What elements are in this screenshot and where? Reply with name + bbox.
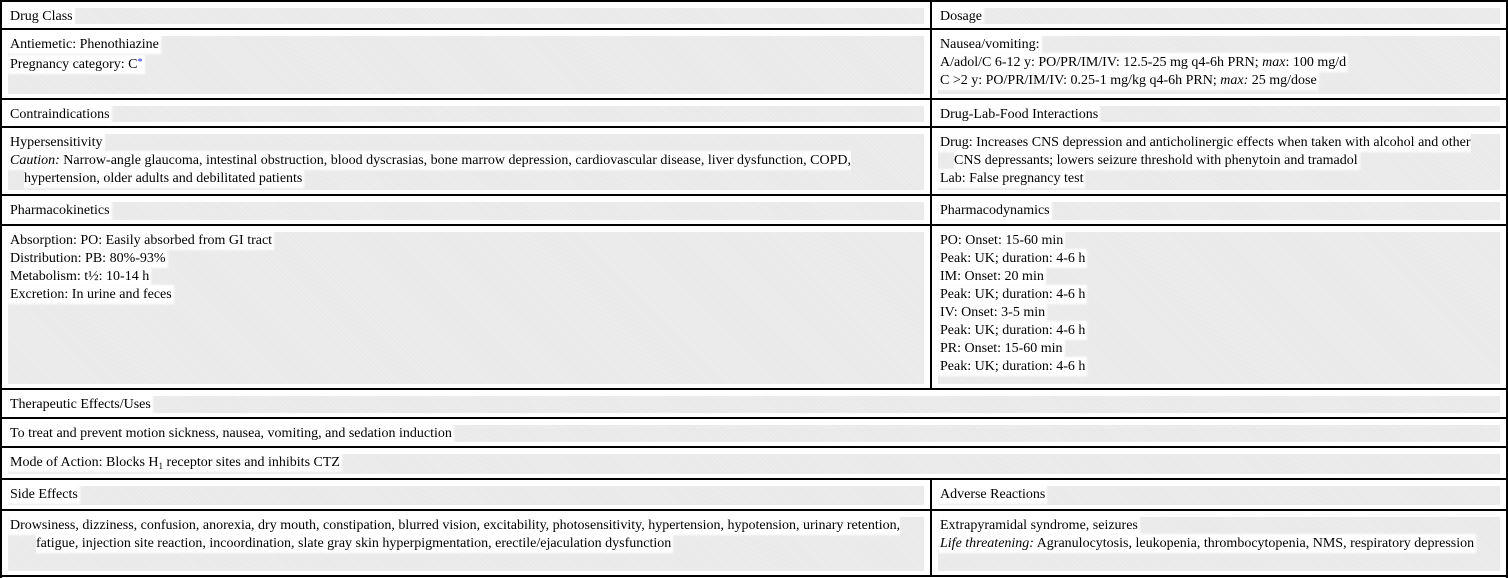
- therapeutic-text: To treat and prevent motion sickness, nausea, vomiting, and sedation induction: [10, 426, 452, 441]
- interactions-header-cell: [932, 100, 1506, 126]
- iv-peak: Peak: UK; duration: 4-6 h: [940, 323, 1086, 338]
- pharmacokinetics-content-cell: [2, 226, 932, 388]
- im-onset: IM: Onset: 20 min: [940, 269, 1044, 284]
- side-effects-header-cell: [2, 480, 932, 509]
- row-drug-class-dosage-header: [2, 0, 1506, 28]
- row-pharmaco-header: [2, 194, 1506, 224]
- therapeutic-content-cell: [2, 419, 1506, 446]
- dosage-content-cell: [932, 30, 1506, 98]
- drug-class-header: Drug Class: [10, 9, 73, 24]
- pharmacodynamics-content-cell: [932, 226, 1506, 388]
- mode-of-action-text: Mode of Action: Blocks H: [10, 455, 159, 470]
- row-drug-class-dosage-content: [2, 28, 1506, 98]
- metabolism: Metabolism: t½: 10-14 h: [10, 269, 150, 284]
- adverse-common: Extrapyramidal syndrome, seizures: [940, 518, 1138, 533]
- side-effects-text: Drowsiness, dizziness, confusion, anorexia, dry mouth, constipation, blurred vision, excitability, photosensitivity, hypertension, hypotension, urinary retention, fatigue, injection site reaction, incoordination, slate gray skin hyperpigmentation, erectile/ejaculation dysfunction: [10, 518, 901, 551]
- row-therapeutic-content: [2, 417, 1506, 446]
- row-pharmaco-content: [2, 224, 1506, 388]
- caution-text: Narrow-angle glaucoma, intestinal obstruction, blood dyscrasias, bone marrow depression, cardiovascular disease, liver dysfunction, COPD, hypertension, older adults and debilitated patients: [24, 153, 851, 186]
- contraindication-hypersensitivity: Hypersensitivity: [10, 135, 103, 150]
- drug-class-text: Antiemetic: Phenothiazine: [10, 37, 159, 52]
- row-mode-of-action: [2, 446, 1506, 478]
- adverse-header: Adverse Reactions: [940, 487, 1046, 502]
- pharmacodynamics-header: Pharmacodynamics: [940, 203, 1050, 218]
- contraindications-header-cell: [2, 100, 932, 126]
- adverse-content-cell: [932, 511, 1506, 575]
- distribution: Distribution: PB: 80%-93%: [10, 251, 166, 266]
- pharmacokinetics-header-cell: [2, 196, 932, 224]
- dosage-header: Dosage: [940, 9, 982, 24]
- row-side-effects-content: [2, 509, 1506, 575]
- dosage-adult-max-label: max: [1262, 55, 1286, 70]
- lab-interactions: Lab: False pregnancy test: [940, 171, 1084, 186]
- interactions-header: Drug-Lab-Food Interactions: [940, 107, 1099, 122]
- h1-subscript: 1: [158, 461, 164, 471]
- iv-onset: IV: Onset: 3-5 min: [940, 305, 1046, 320]
- pr-peak: Peak: UK; duration: 4-6 h: [940, 359, 1086, 374]
- dosage-child-max-label: max:: [1220, 73, 1249, 88]
- adverse-header-cell: [932, 480, 1506, 509]
- row-side-effects-header: [2, 478, 1506, 509]
- dosage-child-max: 25 mg/dose: [1248, 73, 1317, 88]
- interactions-content-cell: [932, 128, 1506, 194]
- dosage-header-cell: [932, 2, 1506, 28]
- contraindications-header: Contraindications: [10, 107, 110, 122]
- im-peak: Peak: UK; duration: 4-6 h: [940, 287, 1086, 302]
- therapeutic-header: Therapeutic Effects/Uses: [10, 397, 151, 412]
- excretion: Excretion: In urine and feces: [10, 287, 172, 302]
- side-effects-content-cell: [2, 511, 932, 575]
- row-contraindications-content: [2, 126, 1506, 194]
- dosage-indication: Nausea/vomiting:: [940, 37, 1040, 52]
- drug-class-content-cell: [2, 30, 932, 98]
- therapeutic-header-cell: [2, 390, 1506, 417]
- caution-label: Caution:: [10, 153, 60, 168]
- absorption: Absorption: PO: Easily absorbed from GI tract: [10, 233, 273, 248]
- pharmacokinetics-header: Pharmacokinetics: [10, 203, 110, 218]
- mode-of-action-rest: receptor sites and inhibits CTZ: [163, 455, 340, 470]
- mode-of-action-cell: [2, 448, 1506, 478]
- drug-class-header-cell: [2, 2, 932, 28]
- dosage-adult-max: : 100 mg/d: [1285, 55, 1347, 70]
- side-effects-header: Side Effects: [10, 487, 78, 502]
- pregnancy-category: Pregnancy category: C: [10, 57, 138, 72]
- pregnancy-asterisk: *: [137, 57, 143, 68]
- contraindications-content-cell: [2, 128, 932, 194]
- po-peak: Peak: UK; duration: 4-6 h: [940, 251, 1086, 266]
- life-threatening-text: Agranulocytosis, leukopenia, thrombocytopenia, NMS, respiratory depression: [1033, 536, 1475, 551]
- life-threatening-label: Life threatening:: [940, 536, 1034, 551]
- dosage-child: C >2 y: PO/PR/IM/IV: 0.25-1 mg/kg q4-6h PRN;: [940, 73, 1221, 88]
- dosage-adult: A/adol/C 6-12 y: PO/PR/IM/IV: 12.5-25 mg q4-6h PRN;: [940, 55, 1263, 70]
- row-contraindications-header: [2, 98, 1506, 126]
- pr-onset: PR: Onset: 15-60 min: [940, 341, 1063, 356]
- row-therapeutic-header: [2, 388, 1506, 417]
- po-onset: PO: Onset: 15-60 min: [940, 233, 1064, 248]
- pharmacodynamics-header-cell: [932, 196, 1506, 224]
- drug-interactions: Drug: Increases CNS depression and anticholinergic effects when taken with alcohol and other CNS depressants; lowers seizure threshold with phenytoin and tramadol: [940, 135, 1471, 168]
